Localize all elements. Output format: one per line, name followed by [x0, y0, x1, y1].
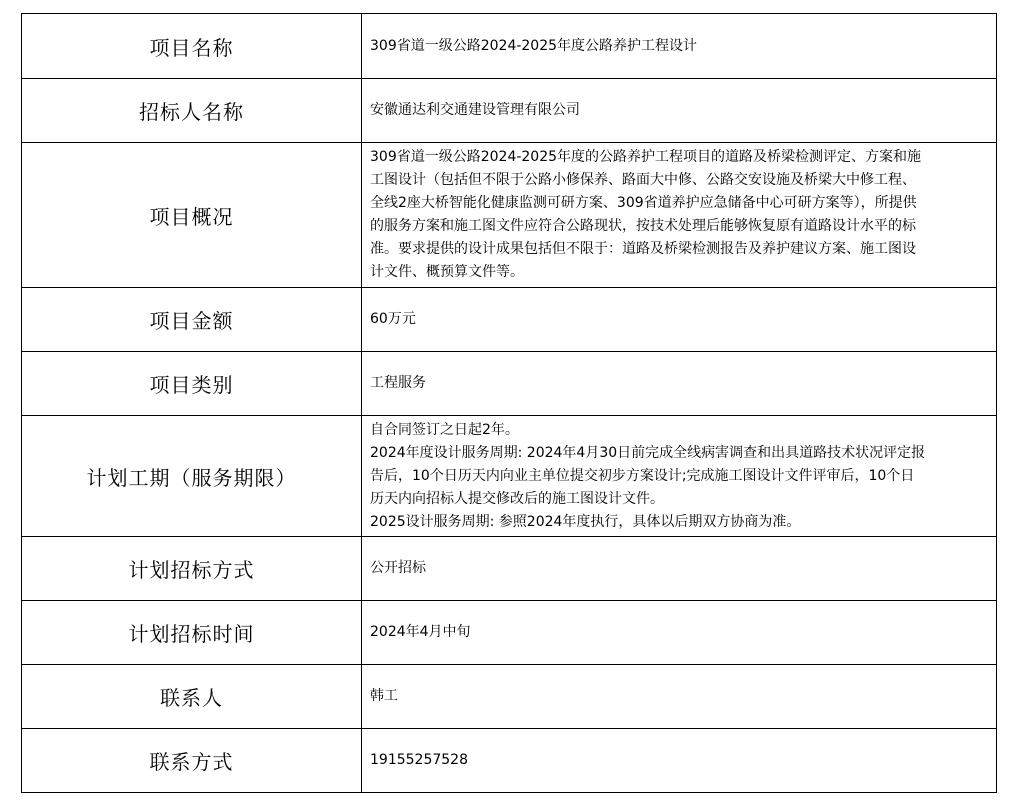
- value-text: 2024年度设计服务周期: 2024年4月30日前完成全线病害调查和出具道路技术状况评定报: [370, 444, 926, 461]
- row-value: [362, 601, 997, 665]
- row-value: [362, 665, 997, 729]
- table-row: [22, 352, 997, 416]
- row-value: [362, 416, 997, 537]
- row-label: 项目类别: [22, 352, 362, 416]
- row-value: [362, 537, 997, 601]
- value-text: 安徽通达利交通建设管理有限公司: [370, 102, 580, 118]
- value-text: 准。要求提供的设计成果包括但不限于：道路及桥梁检测报告及养护建议方案、施工图设: [370, 241, 916, 257]
- value-text: 全线2座大桥智能化健康监测可研方案、309省道养护应急储备中心可研方案等），所提供: [370, 195, 917, 211]
- project-info-table: [21, 13, 997, 793]
- value-text: 309省道一级公路2024-2025年度公路养护工程设计: [370, 37, 698, 54]
- row-value: [362, 352, 997, 416]
- value-text: 自合同签订之日起2年。: [370, 421, 519, 438]
- row-label: 计划招标方式: [22, 537, 362, 601]
- value-text: 工图设计（包括但不限于公路小修保养、路面大中修、公路交安设施及桥梁大中修工程、: [370, 172, 916, 188]
- table-row: [22, 79, 997, 143]
- table-row: [22, 14, 997, 79]
- row-label: 项目概况: [22, 143, 362, 288]
- value-text: 2024年4月中旬: [370, 624, 471, 640]
- table-row: [22, 537, 997, 601]
- row-value: [362, 14, 997, 79]
- row-value: [362, 288, 997, 352]
- row-label: 项目名称: [22, 14, 362, 79]
- table-row: [22, 665, 997, 729]
- row-value: [362, 729, 997, 793]
- value-text: 历天内向招标人提交修改后的施工图设计文件。: [370, 490, 664, 507]
- table-row: [22, 416, 997, 537]
- table-row: [22, 288, 997, 352]
- row-label: 联系方式: [22, 729, 362, 793]
- value-text: 告后，10个日历天内向业主单位提交初步方案设计;完成施工图设计文件评审后，10个日: [370, 467, 915, 484]
- value-text: 60万元: [370, 311, 416, 327]
- value-text: 19155257528: [370, 752, 468, 768]
- value-text: 工程服务: [370, 375, 426, 391]
- row-label: 计划工期（服务期限）: [22, 416, 362, 537]
- row-label: 联系人: [22, 665, 362, 729]
- value-text: 计文件、概预算文件等。: [370, 264, 524, 280]
- value-text: 的服务方案和施工图文件应符合公路现状，按技术处理后能够恢复原有道路设计水平的标: [370, 218, 916, 234]
- row-label: 招标人名称: [22, 79, 362, 143]
- table-row: [22, 143, 997, 288]
- table-row: [22, 601, 997, 665]
- row-label: 计划招标时间: [22, 601, 362, 665]
- value-text: 309省道一级公路2024-2025年度的公路养护工程项目的道路及桥梁检测评定、方案和施: [370, 149, 922, 165]
- row-value: [362, 79, 997, 143]
- row-label: 项目金额: [22, 288, 362, 352]
- table-row: [22, 729, 997, 793]
- value-text: 2025设计服务周期: 参照2024年度执行，具体以后期双方协商为准。: [370, 513, 801, 530]
- value-text: 公开招标: [370, 560, 426, 576]
- value-text: 韩工: [370, 688, 398, 704]
- row-value: [362, 143, 997, 288]
